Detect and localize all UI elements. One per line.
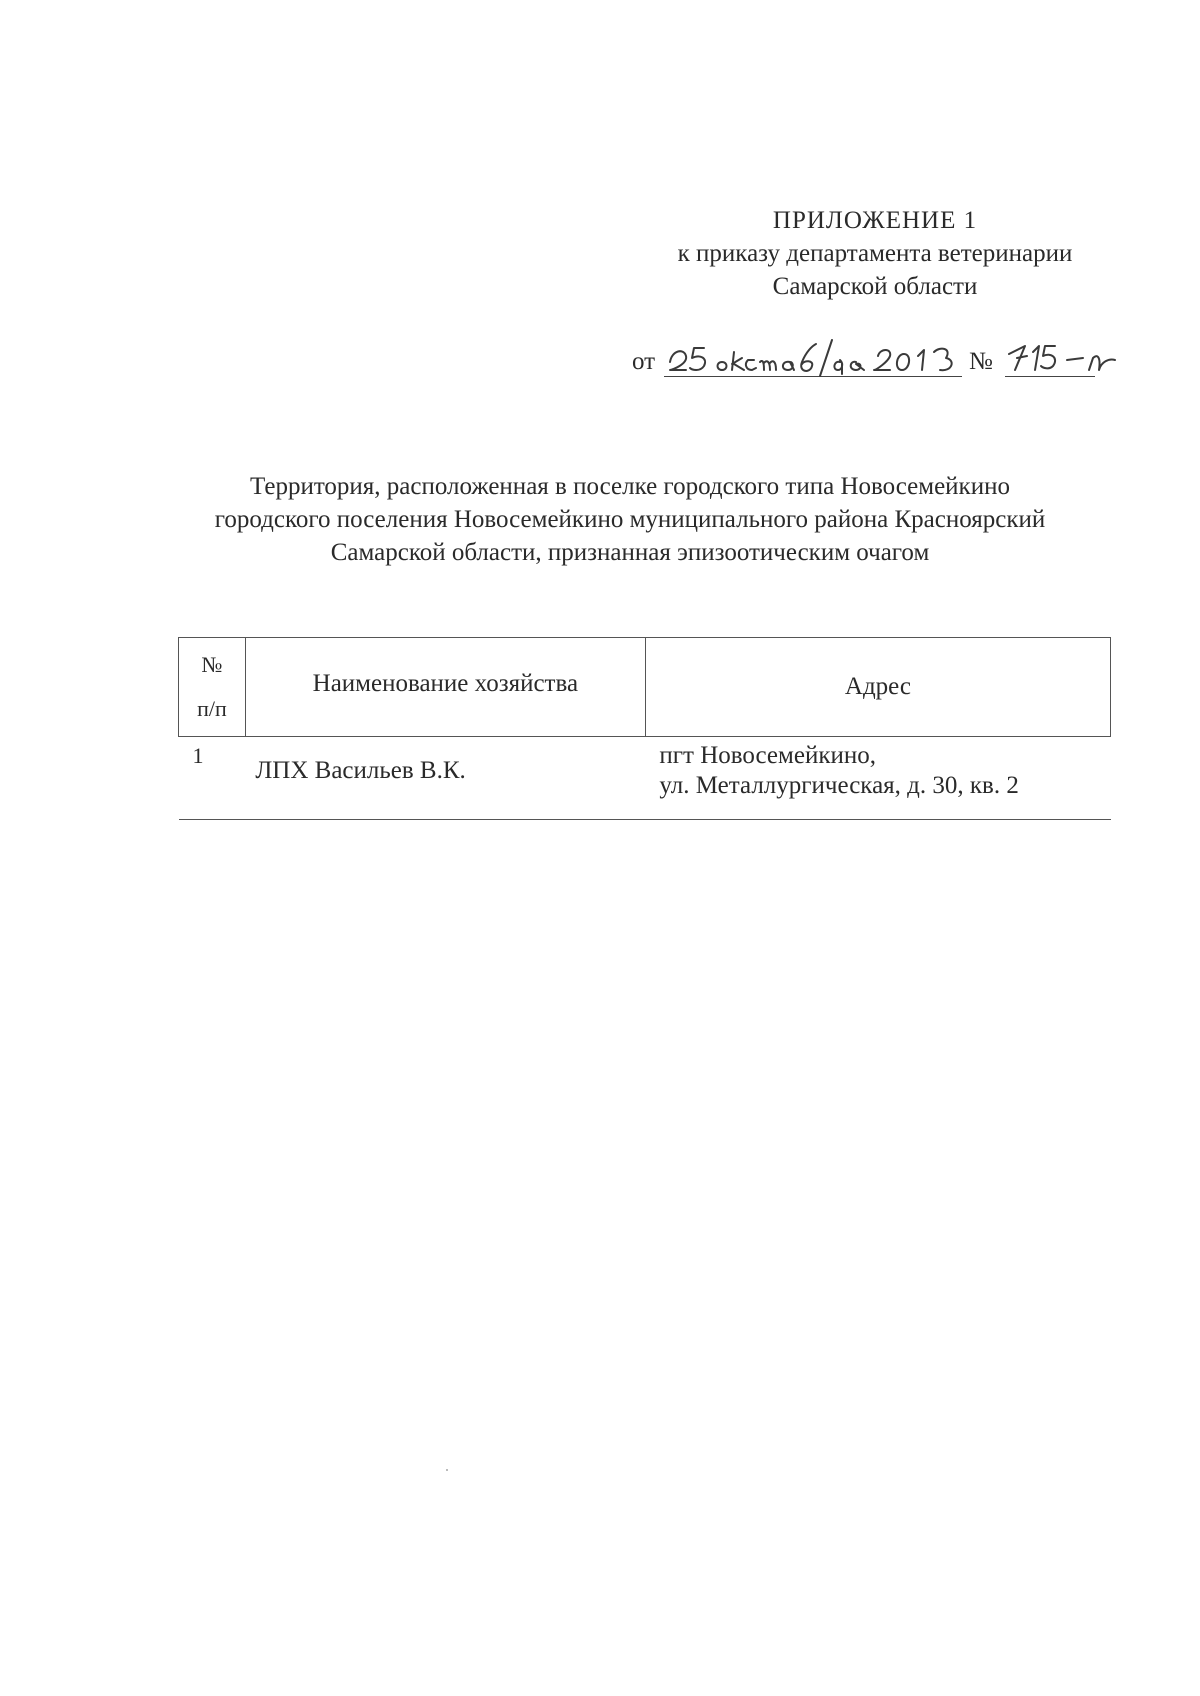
order-from-label: от (632, 348, 656, 375)
heading-line-1: Территория, расположенная в поселке городского типа Новосемейкино (250, 473, 1010, 500)
order-reference (632, 336, 1152, 380)
heading-line-2: городского поселения Новосемейкино муниципального района Красноярский (214, 506, 1046, 533)
column-header-number (179, 638, 246, 737)
heading-line-3: Самарской области, признанная эпизоотическим очагом (330, 539, 930, 566)
handwritten-number-signature (1005, 336, 1135, 376)
scan-speck (446, 1469, 448, 1471)
appendix-line-1: к приказу департамента ветеринарии (677, 240, 1073, 267)
row-number: 1 (179, 737, 246, 820)
row-address (645, 737, 1110, 820)
row-address-line-2: ул. Металлургическая, д. 30, кв. 2 (659, 772, 1019, 799)
table-row (179, 737, 1111, 820)
farms-table (178, 637, 1111, 820)
row-farm-name: ЛПХ Васильев В.К. (245, 737, 645, 820)
document-heading (150, 470, 1110, 569)
table-header-row (179, 638, 1111, 737)
column-header-number-sign: № (201, 652, 223, 677)
order-date-handwritten (664, 336, 962, 377)
column-header-number-abbr: п/п (197, 696, 227, 721)
appendix-header (640, 204, 1110, 303)
column-header-name: Наименование хозяйства (245, 638, 645, 737)
appendix-title: ПРИЛОЖЕНИЕ 1 (772, 207, 978, 234)
row-address-line-1: пгт Новосемейкино, (659, 742, 876, 769)
column-header-address: Адрес (645, 638, 1110, 737)
handwritten-date-signature (664, 336, 962, 376)
appendix-line-2: Самарской области (772, 273, 978, 300)
order-number-handwritten (1005, 336, 1095, 377)
order-number-label: № (969, 348, 993, 375)
